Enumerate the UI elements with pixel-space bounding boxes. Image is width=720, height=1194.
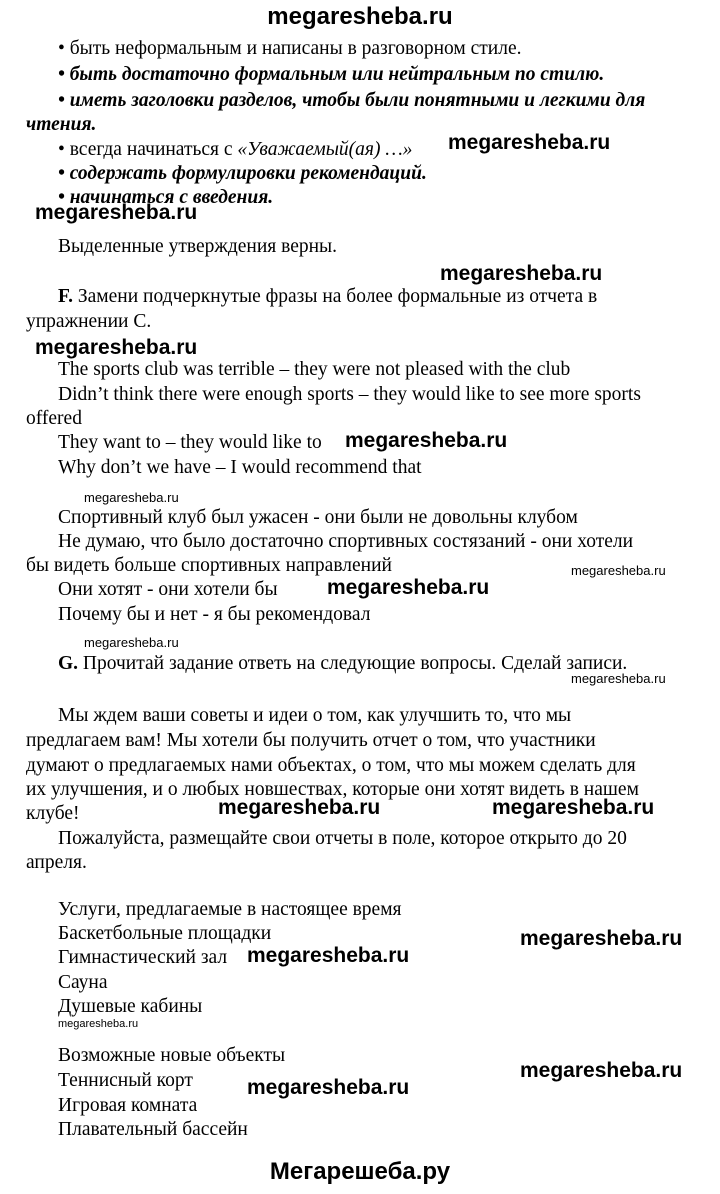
facility-item: Теннисный корт [58, 1070, 193, 1091]
russian-line-3: Они хотят - они хотели бы [58, 579, 278, 600]
service-item: Душевые кабины [58, 996, 203, 1017]
russian-line-1: Спортивный клуб был ужасен - они были не довольны клубом [58, 507, 578, 528]
watermark: megaresheba.ru [35, 336, 198, 359]
paragraph1-line-5: клубе! [26, 803, 80, 824]
watermark: megaresheba.ru [35, 201, 198, 224]
new-facilities-heading: Возможные новые объекты [58, 1045, 286, 1066]
english-line-2-cont: offered [26, 408, 82, 429]
header-watermark: megaresheba.ru [267, 3, 453, 30]
paragraph1-line-1: Мы ждем ваши советы и идеи о том, как улучшить то, что мы [58, 705, 572, 726]
service-item: Гимнастический зал [58, 947, 228, 968]
section-f-label: F. [58, 286, 73, 307]
english-line-2: Didn’t think there were enough sports – they would like to see more sports [58, 384, 641, 405]
statement-3-continued: чтения. [26, 114, 97, 135]
paragraph1-line-3: думают о предлагаемых нами объектах, о том, что мы можем сделать для [26, 755, 636, 776]
watermark: megaresheba.ru [571, 671, 666, 686]
english-line-3: They want to – they would like to [58, 432, 322, 453]
section-f-instruction-cont: упражнении С. [26, 311, 152, 332]
watermark: megaresheba.ru [58, 1018, 139, 1030]
facility-item: Игровая комната [58, 1095, 198, 1116]
watermark: megaresheba.ru [84, 490, 179, 505]
section-f-instruction: Замени подчеркнутые фразы на более формальные из отчета в [73, 286, 598, 307]
paragraph1-line-2: предлагаем вам! Мы хотели бы получить отчет о том, что участники [26, 730, 596, 751]
watermark: megaresheba.ru [345, 429, 508, 452]
statement-4-quote: «Уважаемый(ая) …» [237, 139, 413, 160]
russian-line-2: Не думаю, что было достаточно спортивных состязаний - они хотели [58, 531, 634, 552]
statement-3: • иметь заголовки разделов, чтобы были понятными и легкими для [58, 90, 646, 111]
paragraph1-line-4: их улучшения, и о любых новшествах, которые они хотят видеть в нашем [26, 779, 639, 800]
watermark: megaresheba.ru [448, 131, 611, 154]
watermark: megaresheba.ru [492, 796, 655, 819]
statement-5: • содержать формулировки рекомендаций. [58, 163, 427, 184]
statement-1: • быть неформальным и написаны в разговорном стиле. [58, 38, 522, 59]
watermark: megaresheba.ru [440, 262, 603, 285]
statement-4 [0, 138, 720, 161]
service-item: Баскетбольные площадки [58, 923, 272, 944]
statement-2: • быть достаточно формальным или нейтральным по стилю. [58, 64, 605, 85]
facility-item: Плавательный бассейн [58, 1119, 248, 1140]
statement-6: • начинаться с введения. [58, 187, 274, 208]
english-line-1: The sports club was terrible – they were not pleased with the club [58, 359, 571, 380]
russian-line-4: Почему бы и нет - я бы рекомендовал [58, 604, 371, 625]
section-g-label: G. [58, 653, 79, 674]
answer-note: Выделенные утверждения верны. [58, 236, 338, 257]
watermark: megaresheba.ru [520, 927, 683, 950]
watermark: megaresheba.ru [247, 944, 410, 967]
paragraph2-line-1: Пожалуйста, размещайте свои отчеты в поле, которое открыто до 20 [58, 828, 627, 849]
watermark: megaresheba.ru [571, 563, 666, 578]
russian-line-2-cont: бы видеть больше спортивных направлений [26, 555, 392, 576]
services-heading: Услуги, предлагаемые в настоящее время [58, 899, 402, 920]
paragraph2-line-2: апреля. [26, 852, 87, 873]
watermark: megaresheba.ru [218, 796, 381, 819]
section-g-instruction: Прочитай задание ответь на следующие вопросы. Сделай записи. [78, 653, 628, 674]
statement-4-prefix: • всегда начинаться с [58, 139, 238, 160]
english-line-4: Why don’t we have – I would recommend that [58, 457, 422, 478]
footer-watermark: Мегарешеба.ру [269, 1158, 451, 1185]
watermark: megaresheba.ru [84, 635, 179, 650]
service-item: Сауна [58, 972, 108, 993]
watermark: megaresheba.ru [327, 576, 490, 599]
section-f-heading [0, 285, 720, 308]
watermark: megaresheba.ru [247, 1076, 410, 1099]
watermark: megaresheba.ru [520, 1059, 683, 1082]
